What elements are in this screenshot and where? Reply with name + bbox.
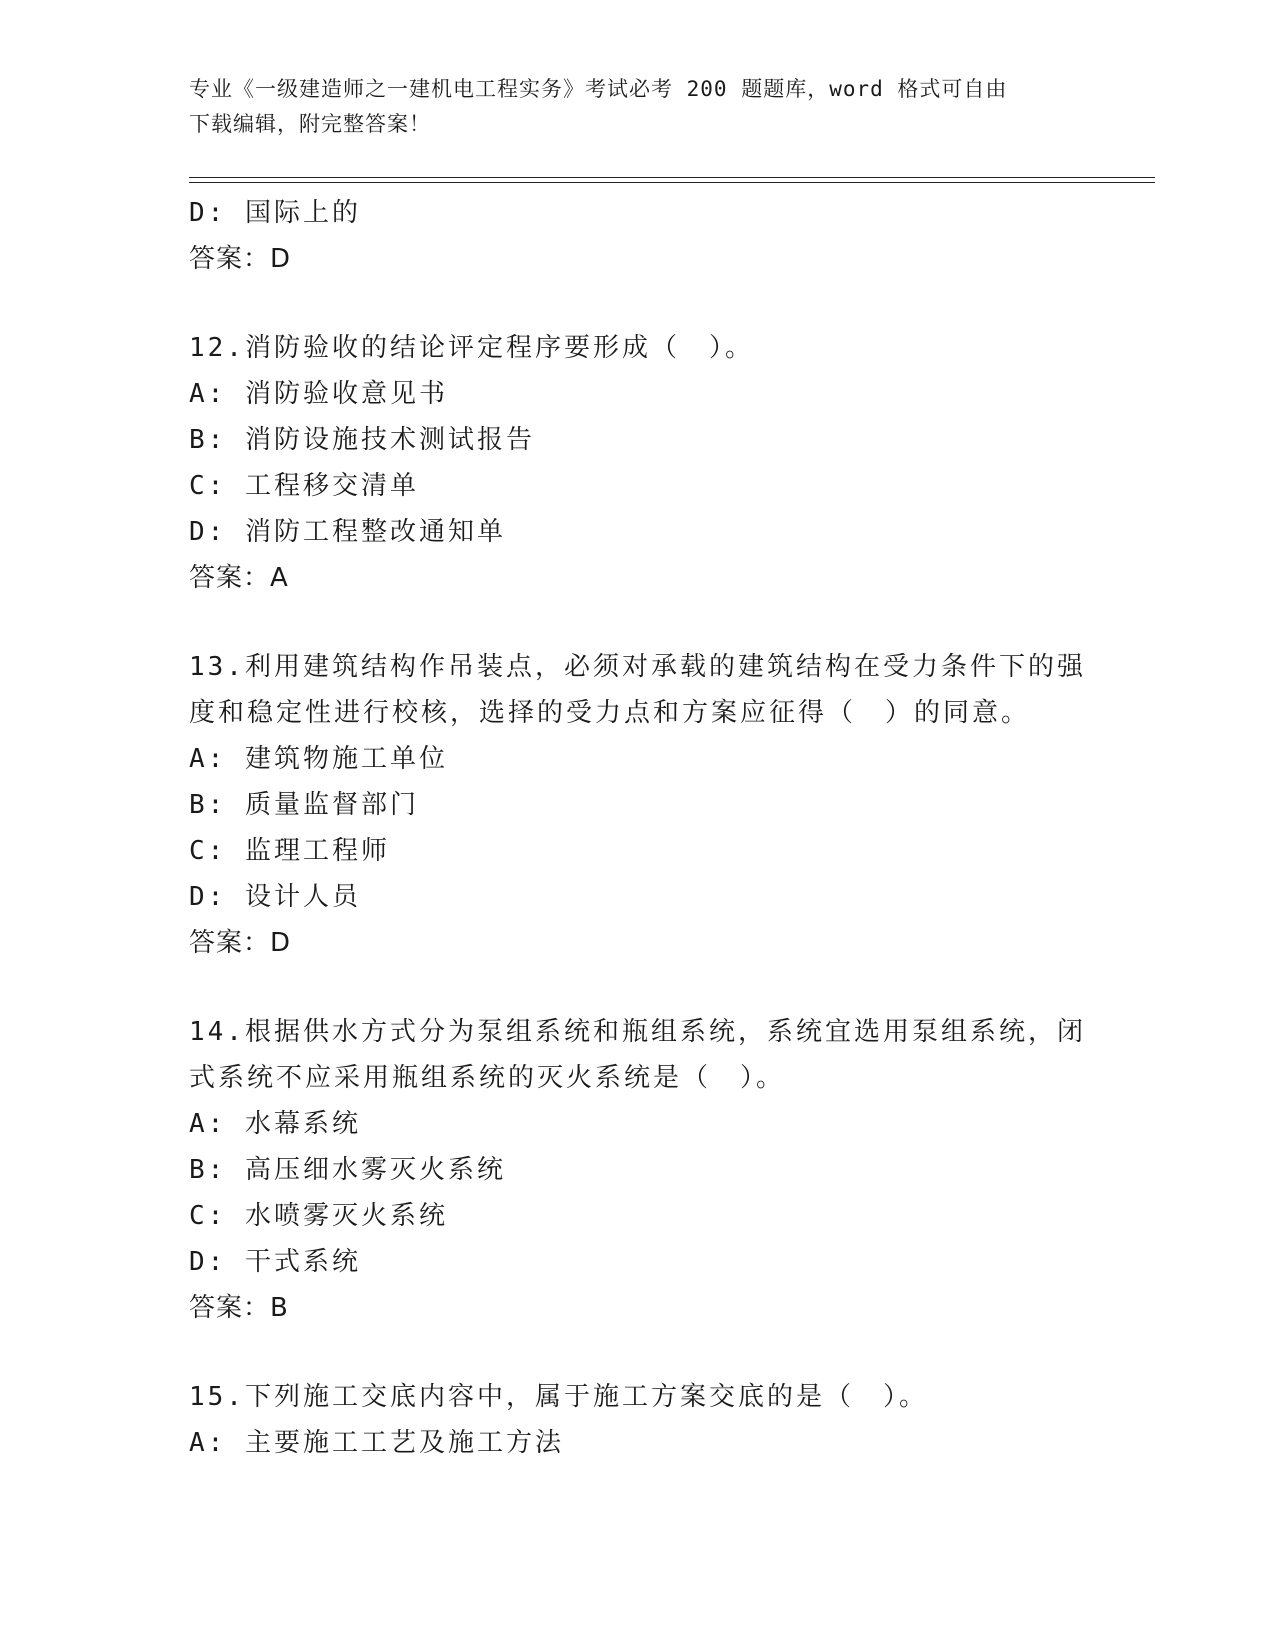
option-c: C: 水喷雾灭火系统 (189, 1201, 448, 1231)
option-a: A: 建筑物施工单位 (189, 744, 448, 774)
option-d: D: 消防工程整改通知单 (189, 517, 506, 547)
option-b: B: 高压细水雾灭火系统 (189, 1155, 506, 1185)
document-header (189, 72, 1089, 142)
spacer (189, 282, 1089, 325)
option-d: D: 干式系统 (189, 1247, 361, 1277)
question-15 (189, 1374, 1089, 1466)
answer: 答案：D (189, 928, 292, 958)
option-b: B: 消防设施技术测试报告 (189, 425, 535, 455)
answer: 答案：A (189, 563, 289, 593)
option-b: B: 质量监督部门 (189, 790, 419, 820)
question-stem-cont: 度和稳定性进行校核，选择的受力点和方案应征得（ ）的同意。 (189, 698, 1031, 728)
carryover-answer: 答案：D (189, 244, 292, 274)
spacer (189, 1331, 1089, 1374)
question-12 (189, 325, 1089, 601)
option-c: C: 工程移交清单 (189, 471, 419, 501)
option-a: A: 水幕系统 (189, 1109, 361, 1139)
document-body (189, 190, 1089, 1466)
question-stem-cont: 式系统不应采用瓶组系统的灭火系统是（ ）。 (189, 1063, 786, 1093)
spacer (189, 966, 1089, 1009)
header-divider-bottom (189, 182, 1155, 183)
option-d: D: 设计人员 (189, 882, 361, 912)
spacer (189, 601, 1089, 644)
answer: 答案：B (189, 1293, 289, 1323)
option-a: A: 主要施工工艺及施工方法 (189, 1428, 564, 1458)
header-line-2: 下载编辑，附完整答案！ (189, 112, 431, 136)
question-stem: 14.根据供水方式分为泵组系统和瓶组系统，系统宜选用泵组系统，闭 (189, 1017, 1086, 1047)
header-divider-top (189, 177, 1155, 178)
header-line-1: 专业《一级建造师之一建机电工程实务》考试必考 200 题题库，word 格式可自由 (189, 77, 1008, 101)
option-c: C: 监理工程师 (189, 836, 390, 866)
question-13 (189, 644, 1089, 966)
question-stem: 15.下列施工交底内容中，属于施工方案交底的是（ ）。 (189, 1382, 928, 1412)
option-a: A: 消防验收意见书 (189, 379, 448, 409)
carryover-option-d: D: 国际上的 (189, 198, 361, 228)
question-stem: 13.利用建筑结构作吊装点，必须对承载的建筑结构在受力条件下的强 (189, 652, 1086, 682)
question-stem: 12.消防验收的结论评定程序要形成（ ）。 (189, 333, 754, 363)
question-14 (189, 1009, 1089, 1331)
